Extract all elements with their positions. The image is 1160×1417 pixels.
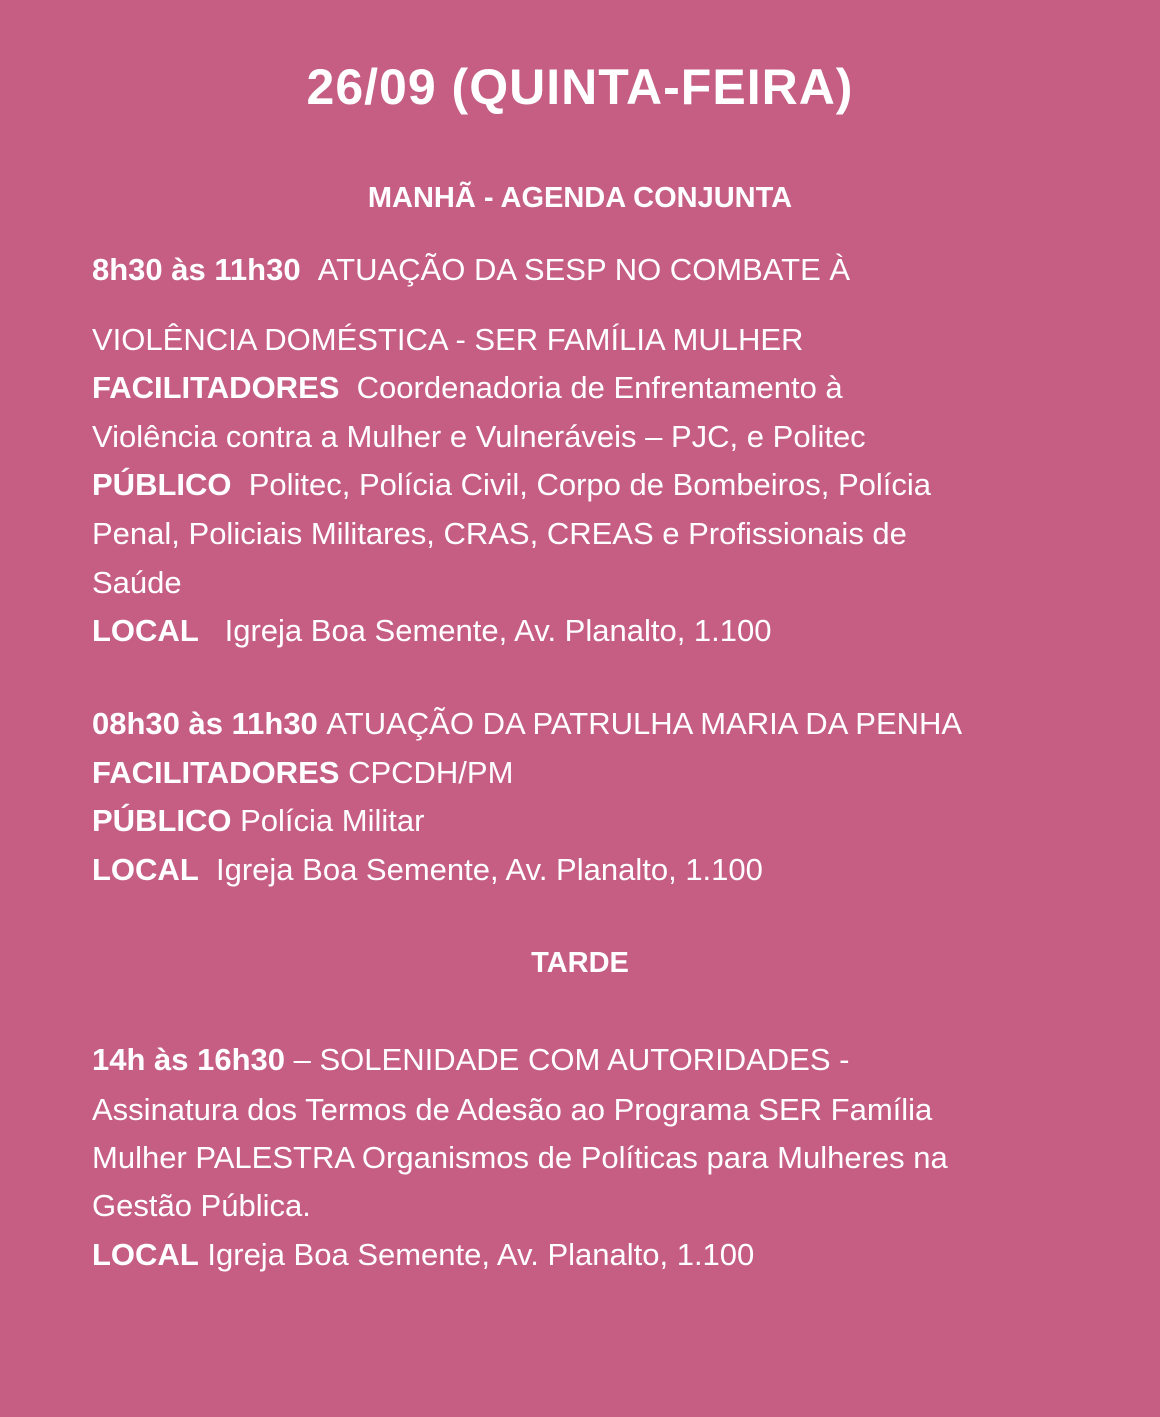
event1-public-line3: Saúde (92, 565, 182, 600)
event3-title-line1: – SOLENIDADE COM AUTORIDADES - (293, 1042, 850, 1077)
event1-title-line1: ATUAÇÃO DA SESP NO COMBATE À (317, 252, 851, 287)
event1-facilitators-line2: Violência contra a Mulher e Vulneráveis – PJC, e Politec (92, 419, 866, 454)
event2-public-value: Polícia Militar (240, 803, 425, 838)
event2-public-label: PÚBLICO (92, 803, 232, 838)
event2-facilitators-label: FACILITADORES (92, 755, 340, 790)
event1-public (92, 469, 931, 500)
event1-location-label: LOCAL (92, 613, 199, 648)
event2-public (92, 805, 424, 836)
event2-title: ATUAÇÃO DA PATRULHA MARIA DA PENHA (326, 706, 963, 741)
event2-time: 08h30 às 11h30 (92, 706, 318, 741)
event2-location-label: LOCAL (92, 852, 199, 887)
event3-desc-line2: Mulher PALESTRA Organismos de Políticas para Mulheres na (92, 1140, 948, 1175)
event1-title-line (92, 254, 850, 285)
event3-location-value: Igreja Boa Semente, Av. Planalto, 1.100 (207, 1237, 755, 1272)
morning-heading: MANHÃ - AGENDA CONJUNTA (367, 182, 793, 214)
event1-facilitators (92, 372, 843, 403)
event3-title-line (92, 1044, 849, 1075)
event1-location (92, 615, 772, 646)
event3-desc-line3: Gestão Pública. (92, 1188, 311, 1223)
event3-desc-line1: Assinatura dos Termos de Adesão ao Programa SER Família (92, 1092, 933, 1127)
event1-public-line1: Politec, Polícia Civil, Corpo de Bombeiros, Polícia (248, 467, 932, 502)
event1-facilitators-label: FACILITADORES (92, 370, 340, 405)
event3-time: 14h às 16h30 (92, 1042, 286, 1077)
event1-public-label: PÚBLICO (92, 467, 232, 502)
event1-facilitators-line1: Coordenadoria de Enfrentamento à (356, 370, 843, 405)
event3-location-label: LOCAL (92, 1237, 199, 1272)
event1-time: 8h30 às 11h30 (92, 252, 301, 287)
event1-title-line2: VIOLÊNCIA DOMÉSTICA - SER FAMÍLIA MULHER (92, 322, 804, 357)
event2-location (92, 854, 763, 885)
event2-facilitators (92, 757, 513, 788)
event2-location-value: Igreja Boa Semente, Av. Planalto, 1.100 (216, 852, 763, 887)
event1-public-line2: Penal, Policiais Militares, CRAS, CREAS e Profissionais de (92, 516, 907, 551)
event3-location (92, 1239, 754, 1270)
event1-location-value: Igreja Boa Semente, Av. Planalto, 1.100 (224, 613, 772, 648)
event2-title-line (92, 708, 962, 739)
event2-facilitators-value: CPCDH/PM (348, 755, 514, 790)
page-title: 26/09 (QUINTA-FEIRA) (306, 59, 854, 115)
afternoon-heading: TARDE (531, 947, 629, 979)
